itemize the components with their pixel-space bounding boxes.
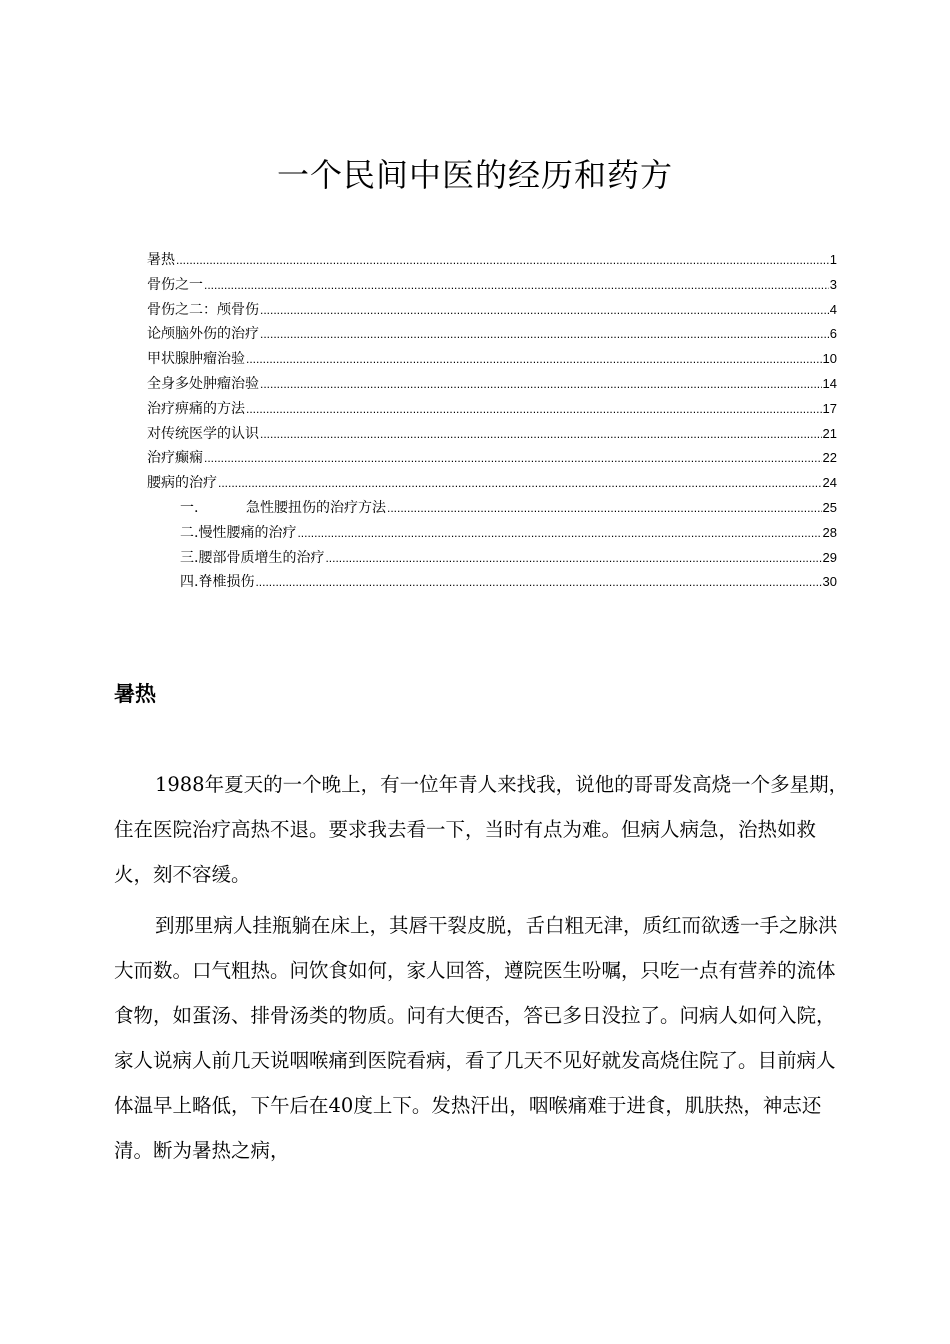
toc-leader-dots [255,570,821,595]
toc-sub-entry-page: 28 [822,524,837,540]
toc-entry[interactable] [147,298,837,323]
toc-entry[interactable] [147,248,837,273]
toc-entry[interactable] [147,322,837,347]
document-title: 一个民间中医的经历和药方 [276,156,673,194]
toc-leader-dots [176,248,829,273]
section-body [114,762,854,1179]
toc-leader-dots [387,496,822,521]
toc-leader-dots [297,521,821,546]
toc-leader-dots [260,372,822,397]
toc-sub-entry[interactable] [147,521,837,546]
toc-leader-dots [204,446,822,471]
toc-sub-entry[interactable] [147,546,837,571]
toc-sub-entry-page: 30 [822,574,837,590]
toc-sub-entry[interactable] [147,496,837,521]
toc-entry-label: 腰病的治疗 [147,475,217,492]
toc-entry[interactable] [147,422,837,447]
toc-sub-entry-label: 二.慢性腰痛的治疗 [180,524,297,541]
table-of-contents [147,248,837,595]
toc-sub-entry-text: 急性腰扭伤的治疗方法 [246,499,386,516]
toc-entry-label: 治疗痹痛的方法 [147,400,245,417]
toc-leader-dots [218,471,822,496]
section-heading: 暑热 [114,682,156,706]
toc-leader-dots [260,298,829,323]
toc-entry-page: 24 [822,475,837,491]
toc-entry[interactable] [147,397,837,422]
toc-entry[interactable] [147,347,837,372]
toc-entry-label: 暑热 [147,252,175,268]
toc-entry-label: 骨伤之一 [147,276,203,293]
toc-sub-entry-page: 29 [822,549,837,565]
toc-entry-label: 全身多处肿瘤治验 [147,375,259,392]
toc-entry-page: 10 [822,351,837,367]
toc-leader-dots [246,397,822,422]
toc-leader-dots [260,422,822,447]
body-paragraph: 1988年夏天的一个晚上，有一位年青人来找我，说他的哥哥发高烧一个多星期，住在医院治疗高热不退。要求我去看一下，当时有点为难。但病人病急，治热如救火，刻不容缓。 [114,773,849,886]
toc-entry[interactable] [147,471,837,496]
toc-entry-page: 6 [829,326,837,342]
toc-entry[interactable] [147,446,837,471]
toc-sub-entry[interactable] [147,570,837,595]
toc-sub-entry-label: 四.脊椎损伤 [180,574,255,591]
toc-sub-entry-label [180,496,386,521]
toc-leader-dots [246,347,822,372]
body-paragraph: 到那里病人挂瓶躺在床上，其唇干裂皮脱，舌白粗无津，质红而欲透一手之脉洪大而数。口气粗热。问饮食如何，家人回答，遵院医生吩嘱，只吃一点有营养的流体食物，如蛋汤、排骨汤类的物质。问有大便否，答已多日没拉了。问病人如何入院，家人说病人前几天说咽喉痛到医院看病，看了几天不见好就发高烧住院了。目前病人体温早上略低，下午后在40度上下。发热汗出，咽喉痛难于进食，肌肤热，神志还清。断为暑热之病， [114,914,838,1162]
toc-entry-page: 4 [829,301,837,317]
toc-entry-page: 21 [822,425,837,441]
toc-entry-label: 论颅脑外伤的治疗 [147,326,259,343]
toc-entry[interactable] [147,372,837,397]
toc-entry-label: 对传统医学的认识 [147,425,259,442]
toc-entry-label: 治疗癫痫 [147,450,203,467]
toc-entry-page: 1 [829,252,837,267]
toc-entry-page: 14 [822,375,837,391]
toc-entry-label: 甲状腺肿瘤治验 [147,351,245,368]
toc-leader-dots [325,546,821,571]
toc-sub-entry-prefix: 一. [180,499,199,516]
toc-leader-dots [260,322,829,347]
toc-entry-page: 17 [822,400,837,416]
toc-entry[interactable] [147,273,837,298]
toc-entry-label: 骨伤之二：颅骨伤 [147,301,259,318]
toc-entry-page: 3 [829,276,837,292]
toc-leader-dots [204,273,829,298]
toc-sub-entry-page: 25 [822,499,837,515]
toc-entry-page: 22 [822,450,837,466]
toc-sub-entry-label: 三.腰部骨质增生的治疗 [180,549,325,566]
